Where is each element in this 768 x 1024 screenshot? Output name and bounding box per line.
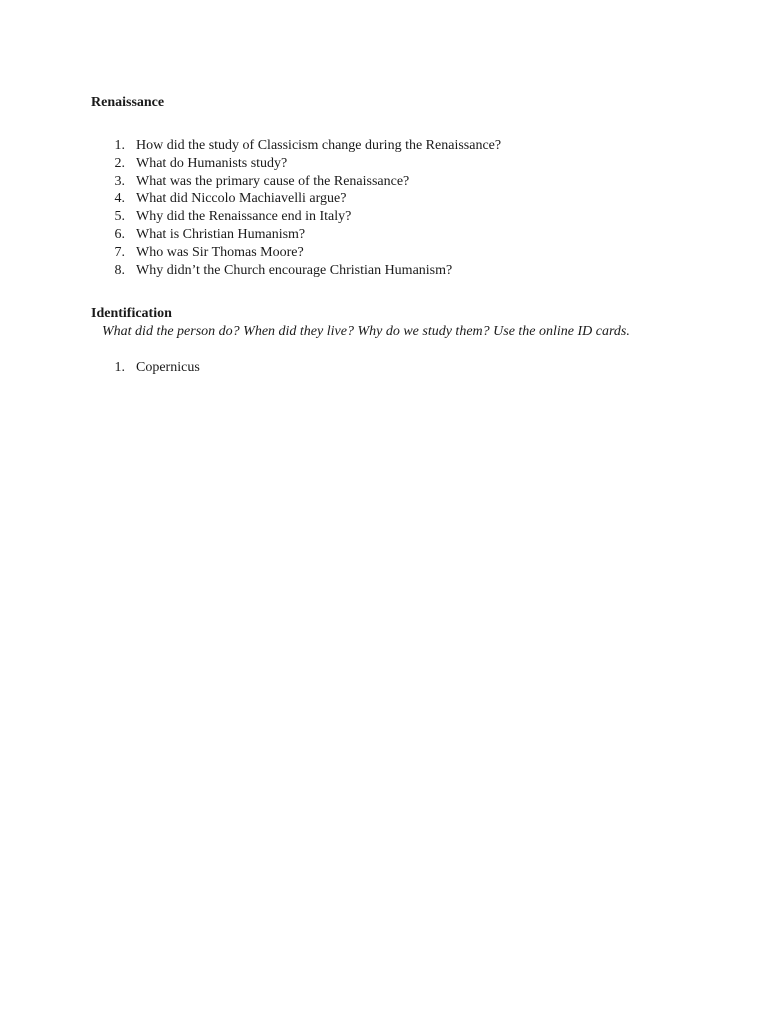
question-text: What is Christian Humanism?	[136, 226, 306, 242]
question-text: What did Niccolo Machiavelli argue?	[136, 191, 347, 207]
list-number: 1.	[114, 360, 125, 375]
identification-instructions: What did the person do? When did they live? Why do we study them? Use the online ID cards.	[102, 324, 630, 339]
list-number: 8.	[114, 262, 125, 278]
list-number: 4.	[114, 191, 125, 207]
question-text: What was the primary cause of the Renaissance?	[136, 173, 410, 189]
list-number: 1.	[114, 138, 125, 153]
question-text: What do Humanists study?	[136, 155, 288, 171]
list-number: 6.	[114, 226, 125, 242]
section-heading-identification: Identification	[91, 306, 172, 321]
question-text: How did the study of Classicism change during the Renaissance?	[136, 138, 502, 153]
question-text: Who was Sir Thomas Moore?	[136, 244, 304, 260]
question-text: Why did the Renaissance end in Italy?	[136, 209, 352, 225]
list-number: 5.	[114, 209, 125, 225]
list-number: 7.	[114, 244, 125, 260]
list-number: 3.	[114, 173, 125, 189]
list-number: 2.	[114, 155, 125, 171]
question-text: Why didn’t the Church encourage Christian Humanism?	[136, 262, 453, 278]
section-heading-renaissance: Renaissance	[91, 95, 165, 110]
identification-term: Copernicus	[136, 360, 200, 375]
